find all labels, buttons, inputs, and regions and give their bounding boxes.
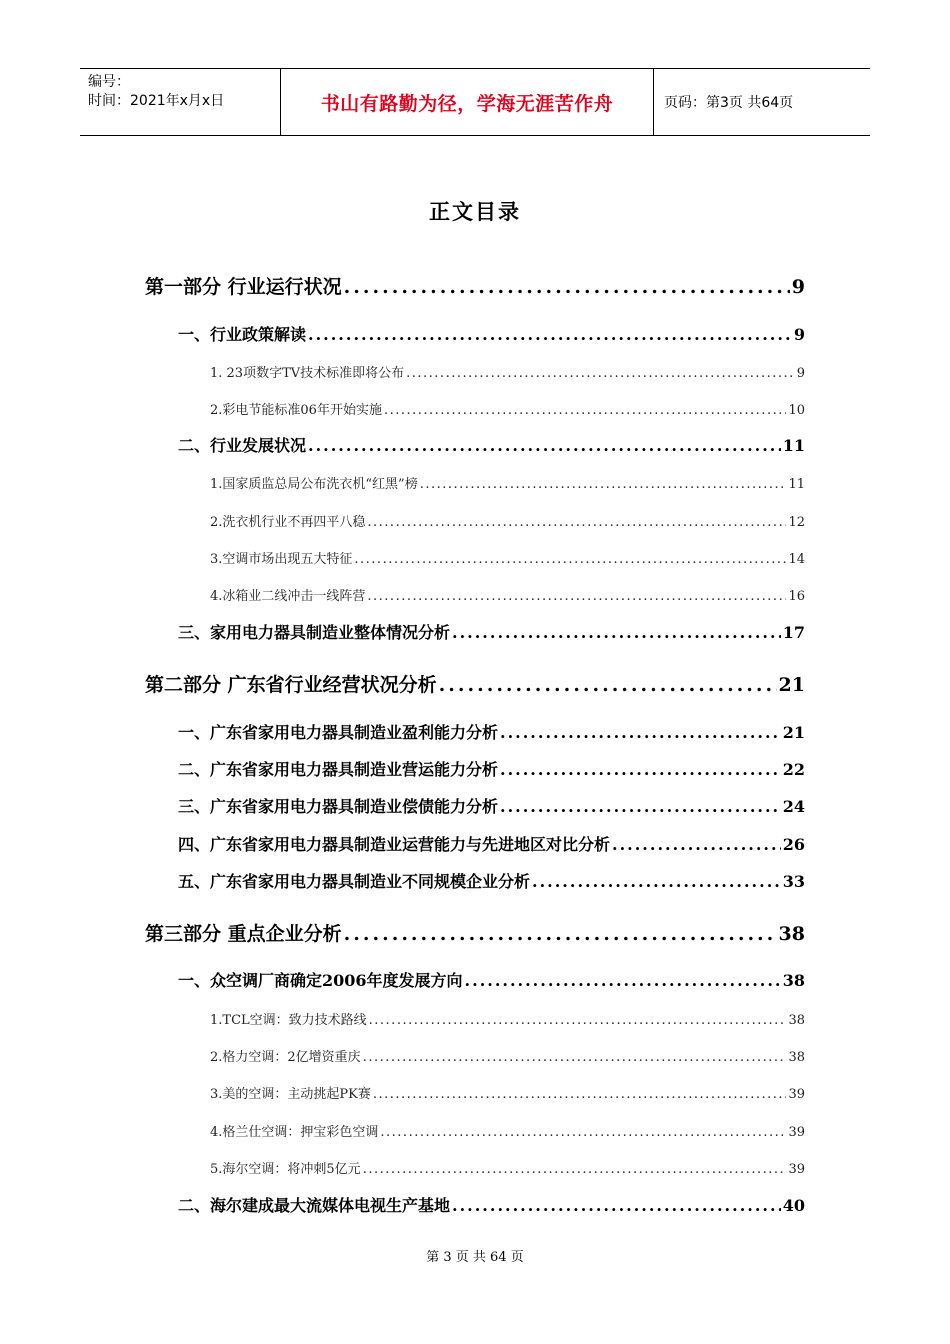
toc-title: 正文目录 <box>429 199 521 224</box>
page-header <box>80 68 870 136</box>
toc-entry[interactable]: 3.美的空调：主动挑起PK赛 ..... 39 <box>210 1083 805 1102</box>
toc-entry[interactable]: 五、广东省家用电力器具制造业不同规模企业分析 ..... 33 <box>178 869 805 892</box>
header-time-label: 时间：2021年x月x日 <box>88 93 225 109</box>
toc-entry[interactable]: 四、广东省家用电力器具制造业运营能力与先进地区对比分析 ..... 26 <box>178 832 805 855</box>
header-number-label: 编号： <box>88 74 130 90</box>
toc-entry[interactable]: 2.格力空调：2亿增资重庆 ..... 38 <box>210 1046 805 1065</box>
toc-entry[interactable]: 2.洗衣机行业不再四平八稳 ..... 12 <box>210 511 805 530</box>
toc-entry[interactable]: 第二部分 广东省行业经营状况分析 ..... 21 <box>145 670 805 697</box>
toc-entry[interactable]: 1.国家质监总局公布洗衣机“红黑”榜 ..... 11 <box>210 473 805 492</box>
toc-entry[interactable]: 三、广东省家用电力器具制造业偿债能力分析 ..... 24 <box>178 794 805 817</box>
toc-entry[interactable]: 二、行业发展状况 ..... 11 <box>178 433 805 456</box>
header-meta <box>80 69 280 135</box>
header-page-info: 页码：第3页 共64页 <box>664 95 794 111</box>
header-motto: 书山有路勤为径，学海无涯苦作舟 <box>320 92 614 115</box>
toc-entry[interactable]: 1.TCL空调：致力技术路线 ..... 38 <box>210 1009 805 1028</box>
toc-entry[interactable]: 4.冰箱业二线冲击一线阵营 ..... 16 <box>210 585 805 604</box>
toc-entry[interactable]: 一、众空调厂商确定2006年度发展方向 ..... 38 <box>178 968 805 991</box>
toc-entry[interactable]: 第一部分 行业运行状况 ..... 9 <box>145 272 805 299</box>
toc-entry[interactable]: 3.空调市场出现五大特征 ..... 14 <box>210 548 805 567</box>
toc-entry[interactable]: 4.格兰仕空调：押宝彩色空调 ..... 39 <box>210 1121 805 1140</box>
toc-entry[interactable]: 5.海尔空调：将冲刺5亿元 ..... 39 <box>210 1158 805 1177</box>
page-footer: 第 3 页 共 64 页 <box>426 1250 524 1265</box>
toc-entry[interactable]: 1. 23项数字TV技术标准即将公布 ..... 9 <box>210 362 805 381</box>
toc-entry[interactable]: 一、行业政策解读 ..... 9 <box>178 322 805 345</box>
toc-entry[interactable]: 2.彩电节能标准06年开始实施 ..... 10 <box>210 399 805 418</box>
toc-entry[interactable]: 二、广东省家用电力器具制造业营运能力分析 ..... 22 <box>178 757 805 780</box>
toc-entry[interactable]: 第三部分 重点企业分析 ..... 38 <box>145 919 805 946</box>
toc-entry[interactable]: 二、海尔建成最大流媒体电视生产基地 ..... 40 <box>178 1193 805 1216</box>
header-motto-cell <box>280 69 654 135</box>
toc-entry[interactable]: 三、家用电力器具制造业整体情况分析 ..... 17 <box>178 620 805 643</box>
toc-entry[interactable]: 一、广东省家用电力器具制造业盈利能力分析 ..... 21 <box>178 720 805 743</box>
